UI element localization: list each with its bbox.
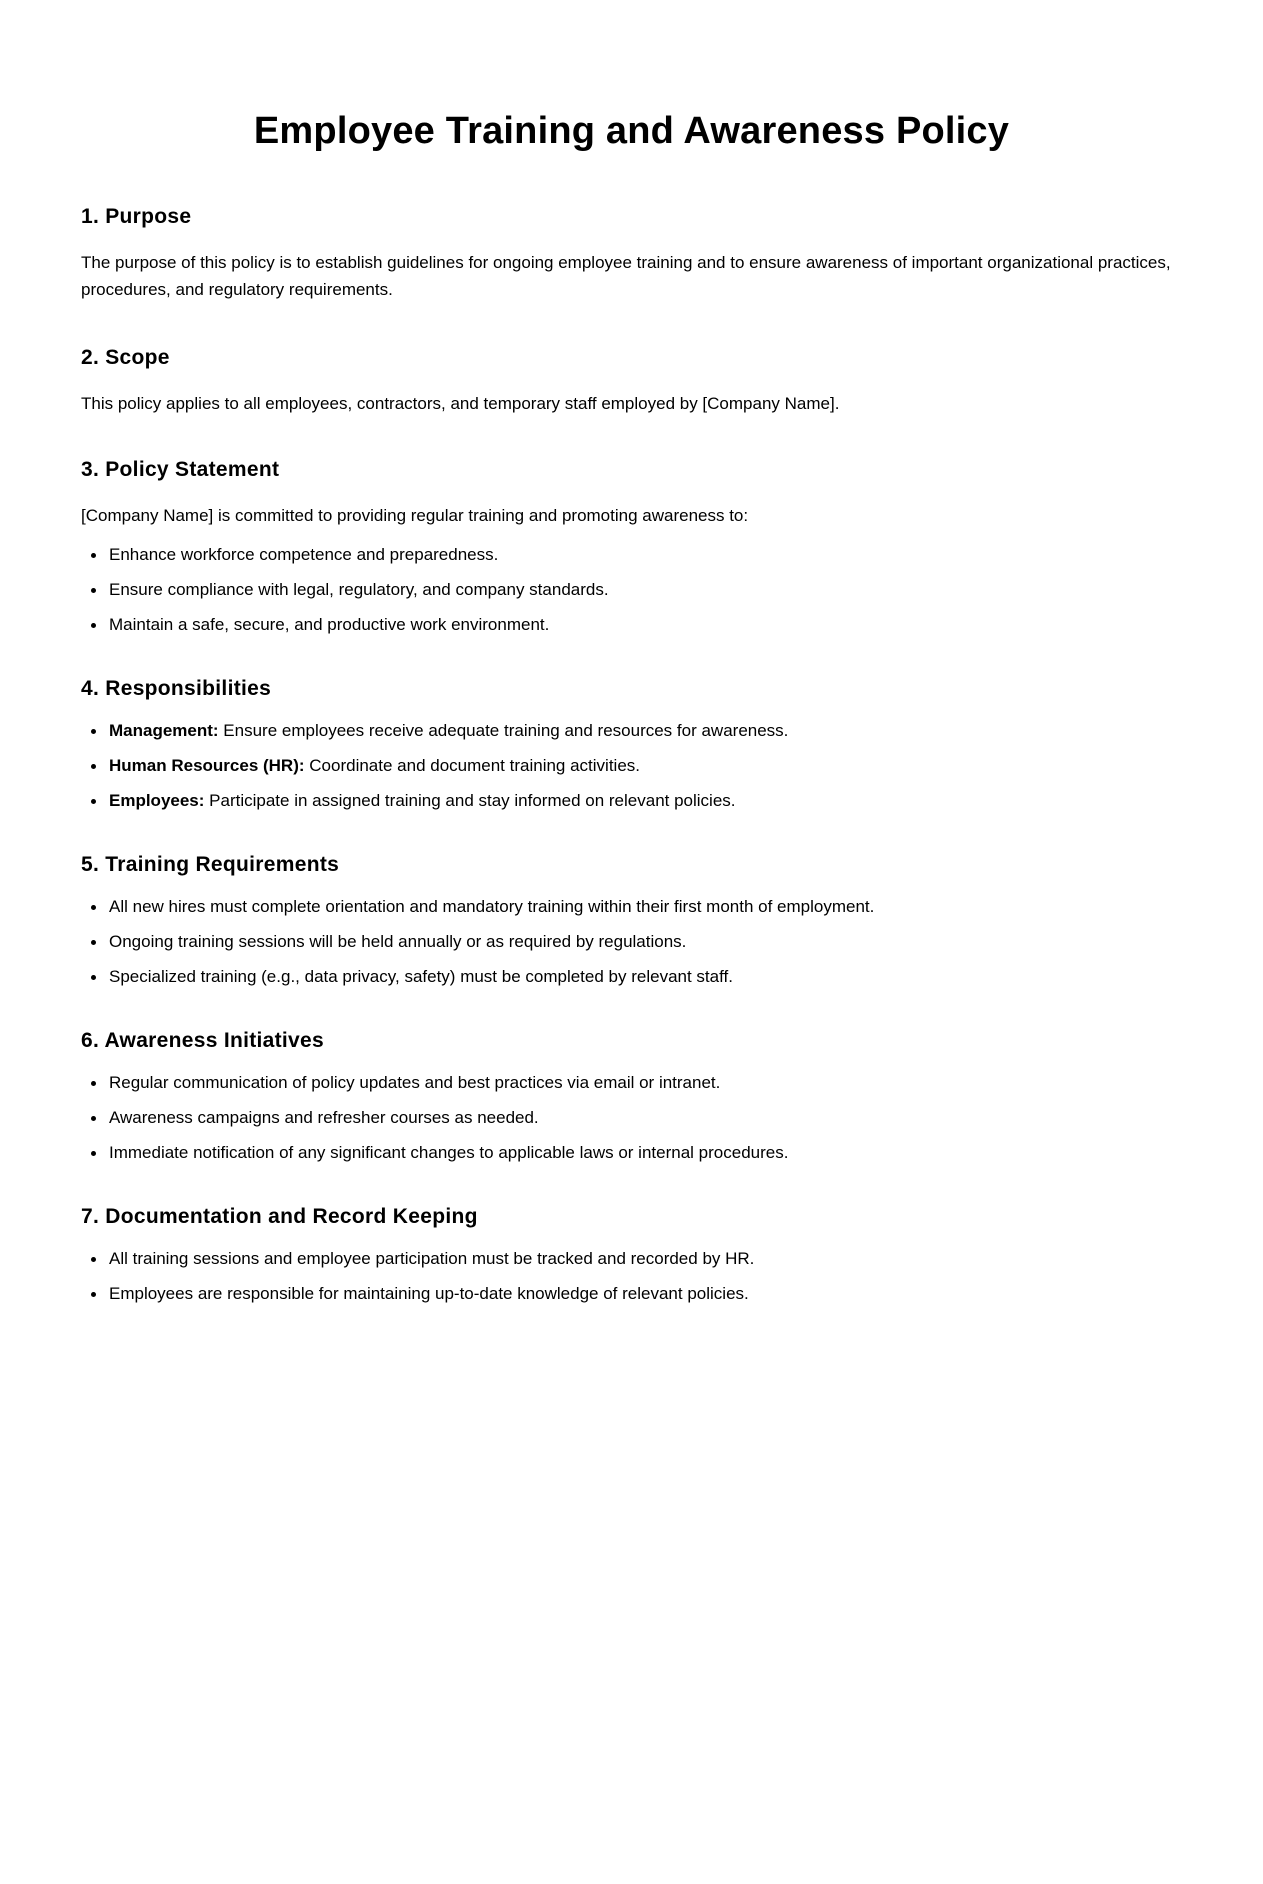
responsibilities-list <box>81 721 1182 811</box>
documentation-list <box>81 1249 1182 1304</box>
section-heading-policy-statement: 3. Policy Statement <box>81 458 280 481</box>
list-item: Maintain a safe, secure, and productive work environment. <box>109 615 1182 635</box>
list-item: Ongoing training sessions will be held annually or as required by regulations. <box>109 932 1182 952</box>
section-training-requirements <box>81 852 1182 987</box>
list-item: Ensure compliance with legal, regulatory, and company standards. <box>109 580 1182 600</box>
section-body-scope: This policy applies to all employees, contractors, and temporary staff employed by [Company Name]. <box>81 394 840 413</box>
list-item <box>109 756 1182 776</box>
section-heading-training-requirements: 5. Training Requirements <box>81 853 340 876</box>
list-item: Regular communication of policy updates and best practices via email or intranet. <box>109 1073 1182 1093</box>
role-description: Participate in assigned training and stay informed on relevant policies. <box>204 791 736 810</box>
section-policy-statement <box>81 457 1182 635</box>
section-intro-policy-statement: [Company Name] is committed to providing regular training and promoting awareness to: <box>81 506 749 525</box>
section-scope <box>81 345 1182 417</box>
role-label: Human Resources (HR): <box>109 756 305 775</box>
section-body-purpose: The purpose of this policy is to establish guidelines for ongoing employee training and to ensure awareness of important organizational practices, procedures, and regulatory requirements. <box>81 253 1171 299</box>
list-item: Specialized training (e.g., data privacy, safety) must be completed by relevant staff. <box>109 967 1182 987</box>
section-heading-responsibilities: 4. Responsibilities <box>81 677 272 700</box>
list-item <box>109 791 1182 811</box>
section-heading-scope: 2. Scope <box>81 346 170 369</box>
section-purpose <box>81 204 1182 303</box>
list-item: Employees are responsible for maintaining up-to-date knowledge of relevant policies. <box>109 1284 1182 1304</box>
section-awareness-initiatives <box>81 1028 1182 1163</box>
list-item: Immediate notification of any significant changes to applicable laws or internal procedures. <box>109 1143 1182 1163</box>
page-title: Employee Training and Awareness Policy <box>253 110 1010 152</box>
role-description: Coordinate and document training activities. <box>304 756 641 775</box>
list-item: Enhance workforce competence and preparedness. <box>109 545 1182 565</box>
awareness-initiatives-list <box>81 1073 1182 1163</box>
role-label: Employees: <box>109 791 205 810</box>
list-item: All training sessions and employee participation must be tracked and recorded by HR. <box>109 1249 1182 1269</box>
section-heading-awareness-initiatives: 6. Awareness Initiatives <box>81 1029 324 1052</box>
section-heading-documentation: 7. Documentation and Record Keeping <box>81 1205 478 1228</box>
training-requirements-list <box>81 897 1182 987</box>
section-responsibilities <box>81 676 1182 811</box>
section-documentation <box>81 1204 1182 1304</box>
list-item: Awareness campaigns and refresher courses as needed. <box>109 1108 1182 1128</box>
role-description: Ensure employees receive adequate training and resources for awareness. <box>218 721 789 740</box>
list-item: All new hires must complete orientation and mandatory training within their first month of employment. <box>109 897 1182 917</box>
section-heading-purpose: 1. Purpose <box>81 205 192 228</box>
policy-statement-list <box>81 545 1182 635</box>
role-label: Management: <box>109 721 219 740</box>
list-item <box>109 721 1182 741</box>
